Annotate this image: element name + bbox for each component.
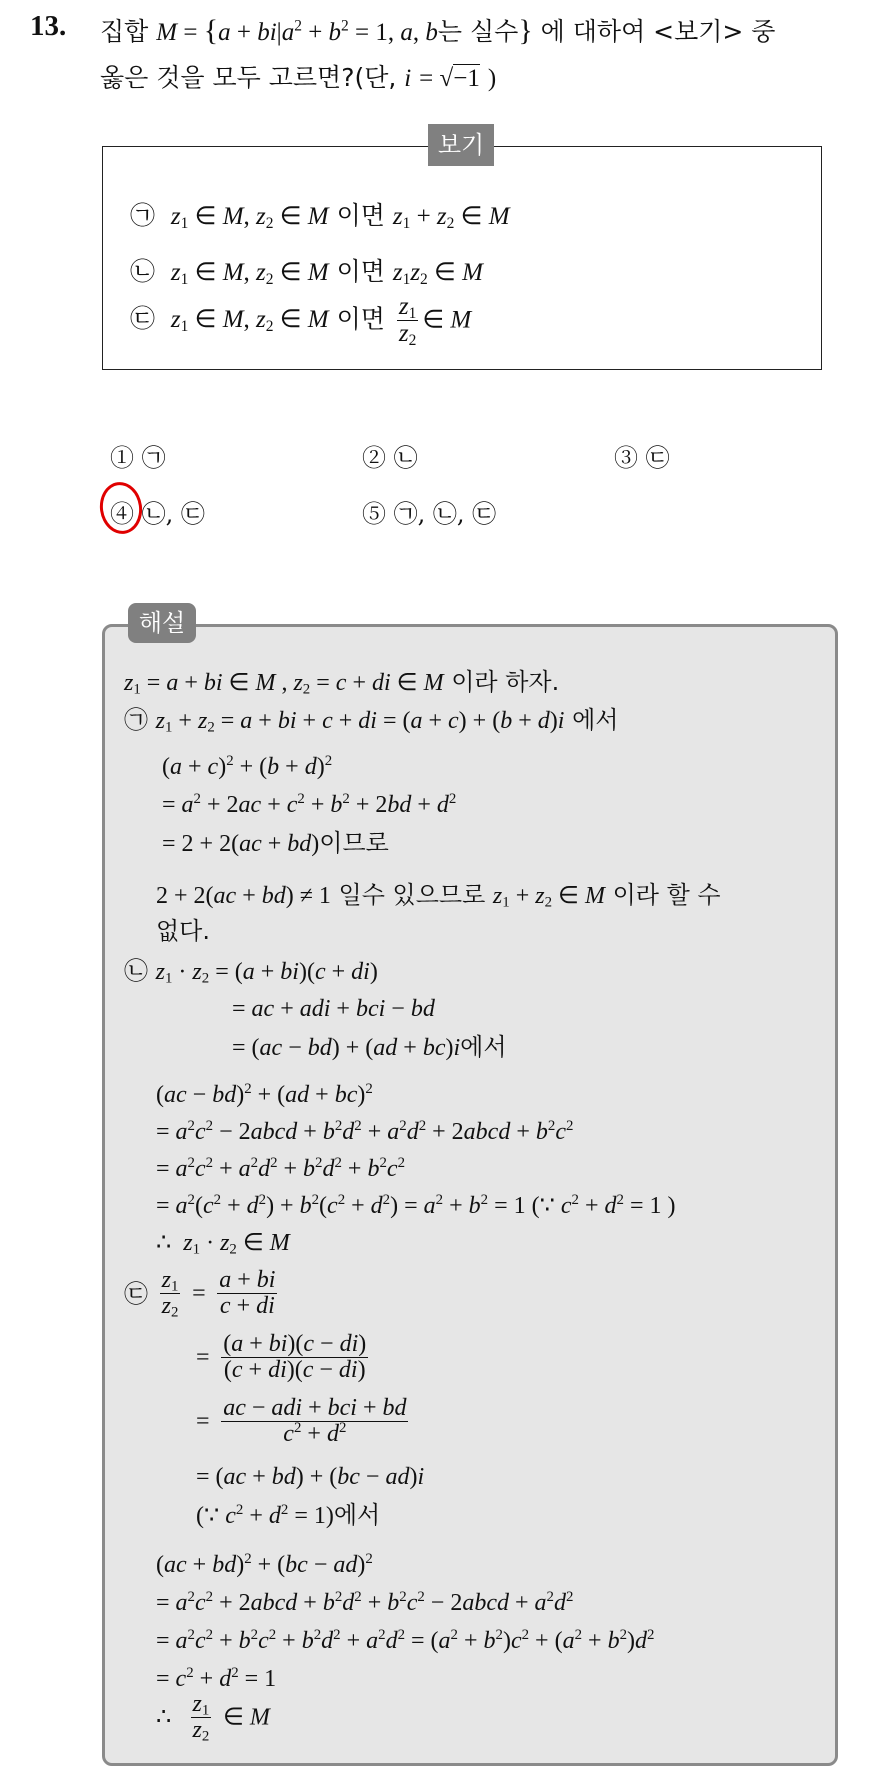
part3-l4: = (ac + bd) + (bc − ad)i bbox=[196, 1464, 425, 1490]
part3-l10: ∴ $\frac{z_1}{z_2}$ ∈ M bbox=[156, 1691, 270, 1745]
choice-1[interactable]: ① ㉠ bbox=[110, 444, 166, 472]
question-line-2: 옳은 것을 모두 고르면?(단, i = √−1 ) bbox=[100, 63, 497, 92]
part1-l2: = $a^2 + 2ac + c^2 + b^2 + 2bd + d^2$ bbox=[162, 791, 457, 818]
choice-5[interactable]: ⑤ ㉠, ㉡, ㉢ bbox=[362, 500, 497, 528]
part2-l8: ∴ $z_1 \cdot z_2$ ∈ M bbox=[156, 1230, 290, 1258]
part3-l1: ㉢ $\frac{z_1}{z_2}$ = $\frac{a + bi}{c + di}$ bbox=[124, 1267, 276, 1321]
part1-l3: = 2 + 2(ac + bd)이므로 bbox=[162, 829, 389, 857]
part1-head: ㉠ $z_1 + z_2 = a$ + bi + c + di = (a + c) + (b + d)i 에서 bbox=[124, 706, 619, 736]
part3-l3: = $\frac{\text{ac − adi + bci + bd}}{c^2 + d^2}$ bbox=[196, 1395, 407, 1448]
choice-4[interactable]: ④ ㉡, ㉢ bbox=[110, 500, 205, 528]
bogi-title: 보기 bbox=[428, 124, 494, 166]
part2-l6: = $a^2c^2 + a^2d^2 + b^2d^2 + b^2c^2$ bbox=[156, 1155, 405, 1182]
part2-l3: = (ac − bd) + (ad + bc)i에서 bbox=[232, 1033, 507, 1061]
part3-l7: = $a^2c^2$ + 2abcd + $b^2d^2 + b^2c^2$ − 2abcd + $a^2d^2$ bbox=[156, 1589, 574, 1616]
question-line-1 bbox=[100, 12, 775, 48]
part2-l7: = $a^2(c^2 + d^2) + b^2(c^2 + d^2) = a^2 + b^2 = 1$ (∵ $c^2 + d^2 = 1$ ) bbox=[156, 1192, 676, 1219]
part1-c2: 없다. bbox=[156, 917, 210, 945]
question-suffix: 에 대하여 <보기> 중 bbox=[540, 17, 776, 46]
choice-2[interactable]: ② ㉡ bbox=[362, 444, 418, 472]
question-set: $M = \{a + bi|a^2 + b^2 = 1$, a, b는 실수} bbox=[156, 14, 533, 47]
part2-l5: = $a^2c^2$ − 2abcd + $b^2d^2 + a^2d^2$ + 2abcd + $b^2c^2$ bbox=[156, 1118, 574, 1145]
part3-l9: = $c^2 + d^2 = 1$ bbox=[156, 1665, 277, 1692]
part2-l2: = ac + adi + bci − bd bbox=[232, 996, 435, 1022]
bogi-item-2: ㉡ $z_1$ ∈ M, $z_2$ ∈ M 이면 $z_1z_2$ ∈ M bbox=[130, 257, 483, 288]
question-intro: 집합 bbox=[100, 17, 149, 46]
part3-l6: (ac + bd)$^2$ + (bc − ad)$^2$ bbox=[156, 1551, 373, 1578]
solution-intro: $z_1 = a$ + bi ∈ M , $z_2 = c$ + di ∈ M 이라 하자. bbox=[124, 668, 560, 698]
bogi-item-3: ㉢ $z_1$ ∈ M, $z_2$ ∈ M 이면 $\frac{z_1}{z_2}$ ∈ M bbox=[130, 293, 472, 350]
part1-l1: $(a + c)^2 + (b + d)^2$ bbox=[162, 753, 333, 780]
bogi-item-1: ㉠ $z_1$ ∈ M, $z_2$ ∈ M 이면 $z_1 + z_2$ ∈ M bbox=[130, 201, 510, 232]
solution-title: 해설 bbox=[128, 603, 196, 643]
part3-l5: (∵ $c^2 + d^2 = 1$)에서 bbox=[196, 1501, 381, 1529]
part2-l4: (ac − bd)$^2$ + (ad + bc)$^2$ bbox=[156, 1081, 373, 1108]
question-number: 13. bbox=[30, 10, 67, 42]
part1-c1: 2 + 2(ac + bd) ≠ 1 일수 있으므로 $z_1 + z_2$ ∈ M 이라 할 수 bbox=[156, 881, 721, 911]
choice-3[interactable]: ③ ㉢ bbox=[614, 444, 670, 472]
part2-l1: ㉡ $z_1 \cdot z_2 = (a + bi)(c + di)$ bbox=[124, 957, 378, 987]
part3-l2: = $\frac{(a + bi)(c - di)}{(c + di)(c - di)}$ bbox=[196, 1331, 367, 1384]
part3-l8: = $a^2c^2 + b^2c^2 + b^2d^2 + a^2d^2 = (a^2 + b^2)c^2 + (a^2 + b^2)d^2$ bbox=[156, 1627, 655, 1654]
